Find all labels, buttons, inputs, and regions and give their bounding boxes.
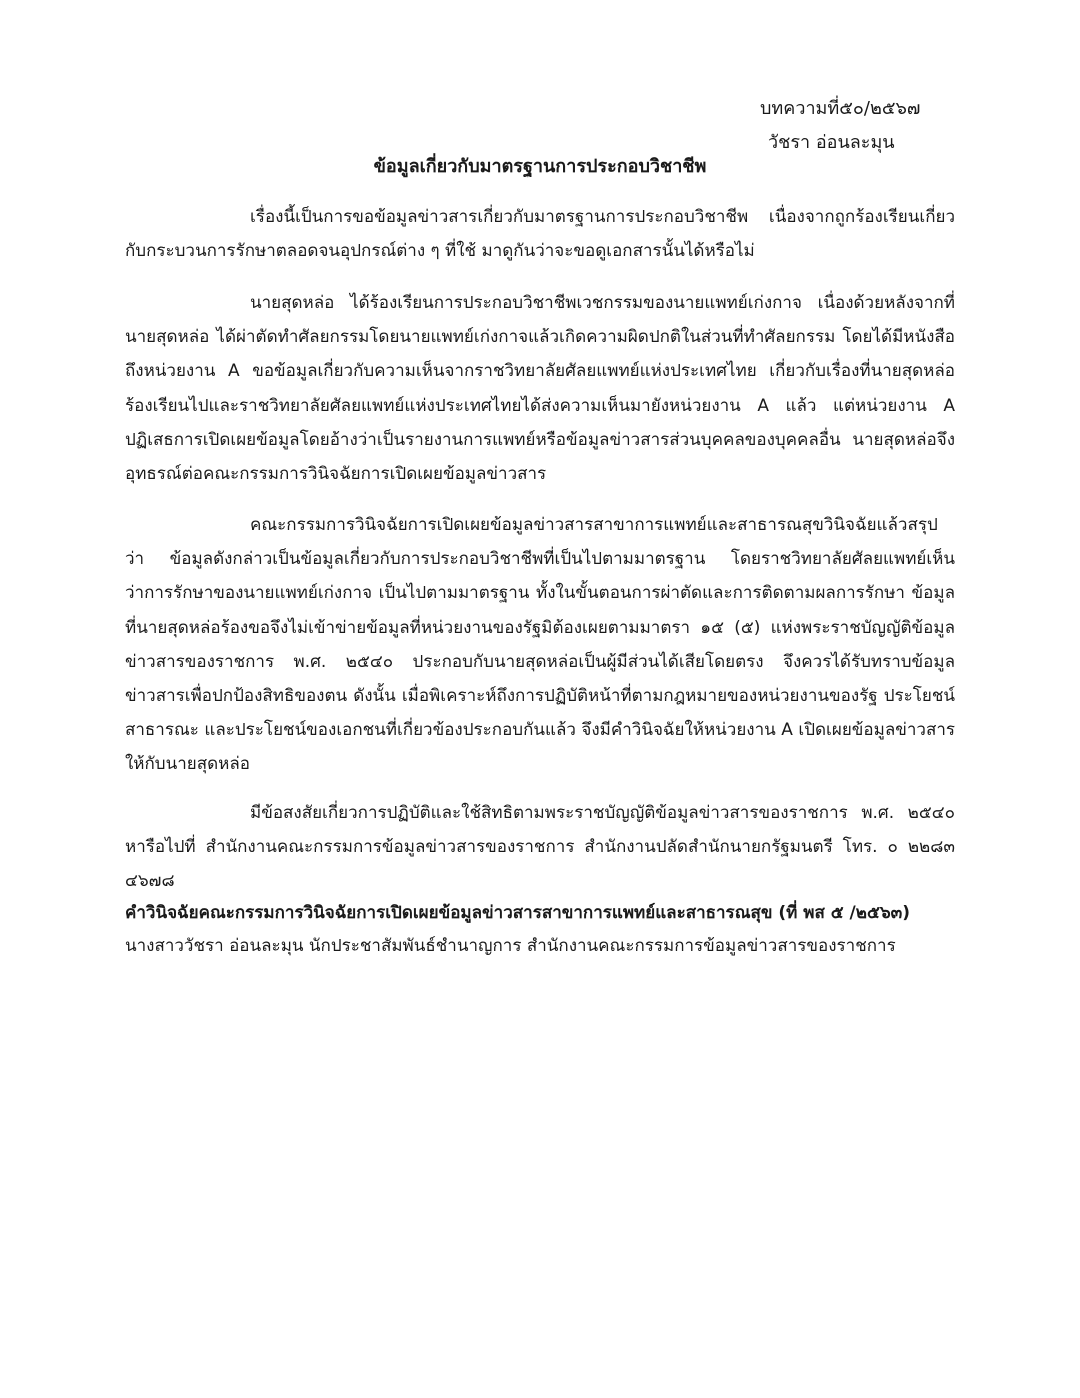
paragraph-complaint: นายสุดหล่อ ได้ร้องเรียนการประกอบวิชาชีพเวชกรรมของนายแพทย์เก่งกาจ เนื่องด้วยหลังจากที่นายสุดหล่อ ได้ผ่าตัดทำศัลยกรรมโดยนายแพทย์เก่งกาจแล้วเกิดความผิดปกติในส่วนที่ทำศัลยกรรม โดยได้มีหนังสือถึงหน่วยงาน A ขอข้อมูลเกี่ยวกับความเห็นจากราชวิทยาลัยศัลยแพทย์แห่งประเทศไทย เกี่ยวกับเรื่องที่นายสุดหล่อร้องเรียนไปและราชวิทยาลัยศัลยแพทย์แห่งประเทศไทยได้ส่งความเห็นมายังหน่วยงาน A แล้ว แต่หน่วยงาน A ปฏิเสธการเปิดเผยข้อมูลโดยอ้างว่าเป็นรายงานการแพทย์หรือข้อมูลข่าวสารส่วนบุคคลของบุคคลอื่น นายสุดหล่อจึงอุทธรณ์ต่อคณะกรรมการวินิจฉัยการเปิดเผยข้อมูลข่าวสาร [125,293,955,485]
ruling-reference: คำวินิจฉัยคณะกรรมการวินิจฉัยการเปิดเผยข้อมูลข่าวสารสาขาการแพทย์และสาธารณสุข (ที่ พส ๕ /๒๕๖๓) [125,903,911,923]
article-number: บทความที่๕๐/๒๕๖๗ [760,98,921,119]
header-author: วัชรา อ่อนละมุน [768,132,895,153]
document-title: ข้อมูลเกี่ยวกับมาตรฐานการประกอบวิชาชีพ [373,156,707,177]
paragraph-intro: เรื่องนี้เป็นการขอข้อมูลข่าวสารเกี่ยวกับมาตรฐานการประกอบวิชาชีพ เนื่องจากถูกร้องเรียนเกี่ยวกับกระบวนการรักษาตลอดจนอุปกรณ์ต่าง ๆ ที่ใช้ มาดูกันว่าจะขอดูเอกสารนั้นได้หรือไม่ [125,207,955,262]
paragraph-contact: มีข้อสงสัยเกี่ยวการปฏิบัติและใช้สิทธิตามพระราชบัญญัติข้อมูลข่าวสารของราชการ พ.ศ. ๒๕๔๐ หารือไปที่ สำนักงานคณะกรรมการข้อมูลข่าวสารของราชการ สำนักงานปลัดสำนักนายกรัฐมนตรี โทร. ๐ ๒๒๘๓ ๔๖๗๘ [125,803,955,892]
paragraph-ruling: คณะกรรมการวินิจฉัยการเปิดเผยข้อมูลข่าวสารสาขาการแพทย์และสาธารณสุขวินิจฉัยแล้วสรุปว่า ข้อมูลดังกล่าวเป็นข้อมูลเกี่ยวกับการประกอบวิชาชีพที่เป็นไปตามมาตรฐาน โดยราชวิทยาลัยศัลยแพทย์เห็นว่าการรักษาของนายแพทย์เก่งกาจ เป็นไปตามมาตรฐาน ทั้งในขั้นตอนการผ่าตัดและการติดตามผลการรักษา ข้อมูลที่นายสุดหล่อร้องขอจึงไม่เข้าข่ายข้อมูลที่หน่วยงานของรัฐมิต้องเผยตามมาตรา ๑๕ (๕) แห่งพระราชบัญญัติข้อมูลข่าวสารของราชการ พ.ศ. ๒๕๔๐ ประกอบกับนายสุดหล่อเป็นผู้มีส่วนได้เสียโดยตรง จึงควรได้รับทราบข้อมูลข่าวสารเพื่อปกป้องสิทธิของตน ดังนั้น เมื่อพิเคราะห์ถึงการปฏิบัติหน้าที่ตามกฎหมายของหน่วยงานของรัฐ ประโยชน์สาธารณะ และประโยชน์ของเอกชนที่เกี่ยวข้องประกอบกันแล้ว จึงมีคำวินิจฉัยให้หน่วยงาน A เปิดเผยข้อมูลข่าวสารให้กับนายสุดหล่อ [125,515,955,775]
author-credit: นางสาววัชรา อ่อนละมุน นักประชาสัมพันธ์ชำนาญการ สำนักงานคณะกรรมการข้อมูลข่าวสารของราชการ [125,936,896,956]
